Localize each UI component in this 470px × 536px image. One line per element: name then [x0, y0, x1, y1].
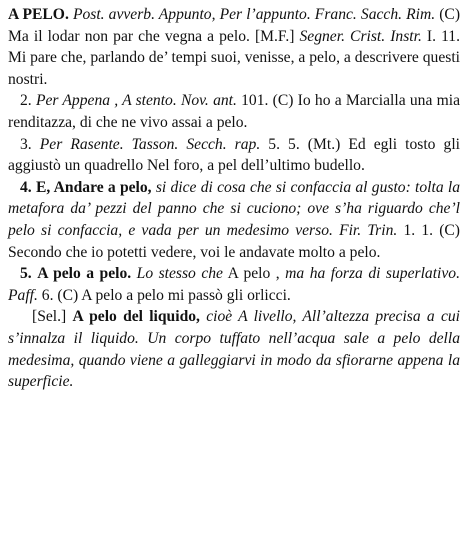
sense-number: 5.: [20, 265, 32, 283]
phrase: E, Andare a pelo,: [35, 178, 152, 196]
phrase: A pelo del liquido,: [72, 308, 200, 326]
citation-text: 6. (C) A pelo a pelo mi passò gli orlicci.: [37, 286, 291, 304]
entry-a-pelo: [8, 4, 460, 90]
citation-text: 5. 5. (Mt.) Ed egli tosto gli aggiustò un quadrello Nel foro, a pel dell’ultimo budello.: [8, 135, 460, 175]
sense-sel: [8, 306, 460, 392]
cross-reference: A pelo ,: [222, 265, 286, 283]
sense-definition: si dice di cosa che si confaccia al gusto: tolta la metafora da’ pezzi del panno che si cuciono; ove s’ha riguardo che’l pelo si confaccia, e vada per un medesimo verso. Fir. Trin.: [8, 178, 460, 239]
sense-3: [8, 134, 460, 177]
sense-5: [8, 263, 460, 306]
sense-definition: ma ha forza di superlativo. Paff.: [8, 265, 460, 304]
citation-source: Segner. Crist. Instr.: [299, 27, 422, 45]
citation-text: 101. (C) Io ho a Marcialla una mia renditazza, di che ne vivo assai a pelo.: [8, 92, 460, 131]
sense-2: [8, 90, 460, 133]
sense-definition: Lo stesso che: [136, 265, 223, 283]
sense-number: 2.: [20, 92, 32, 110]
sense-number: 3.: [20, 135, 32, 153]
sense-definition: cioè A livello, All’altezza precisa a cui s’innalza il liquido. Un corpo tuffato nell’acqua sale a pelo della medesima, quando viene a galleggiarvi in modo da sfiorarne appena la superficie.: [8, 308, 460, 391]
citation-text: I. 11. Mi pare che, parlando de’ tempi suoi, venisse, a pelo, a descrivere questi nostri.: [8, 27, 460, 88]
phrase: A pelo a pelo.: [37, 265, 132, 283]
sense-4: [8, 177, 460, 263]
headword: A PELO.: [8, 6, 69, 23]
source-tag: [Sel.]: [32, 308, 67, 326]
citation-text: 1. 1. (C) Secondo che io potetti vedere, voi le andavate molto a pelo.: [8, 221, 460, 261]
citation-text: (C) Ma il lodar non par che vegna a pelo. [M.F.]: [8, 6, 461, 45]
sense-definition: Per Appena , A stento. Nov. ant.: [35, 92, 237, 110]
sense-number: 4.: [20, 178, 32, 196]
grammar-and-definition: Post. avverb. Appunto, Per l’appunto. Franc. Sacch. Rim.: [72, 6, 436, 23]
sense-definition: Per Rasente. Tasson. Secch. rap.: [39, 135, 261, 153]
